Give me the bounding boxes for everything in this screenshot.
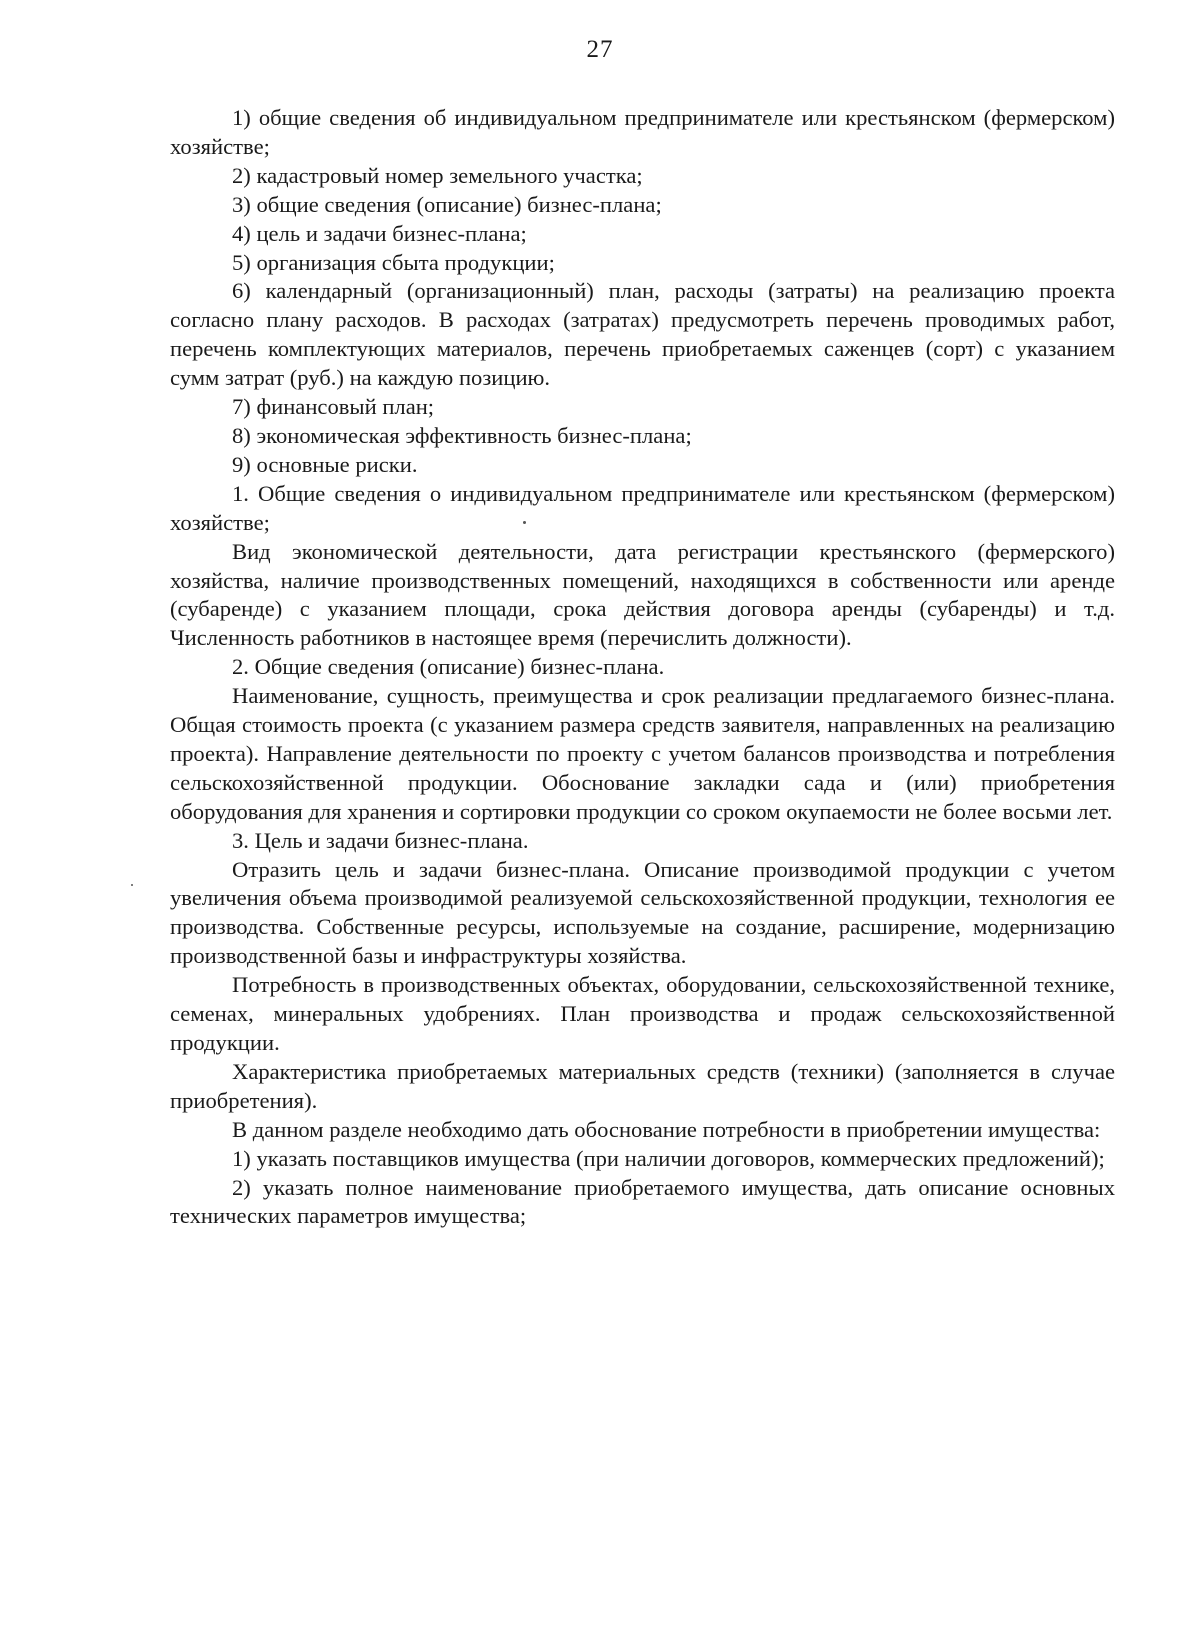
list-item-goals: 4) цель и задачи бизнес-плана; [232, 220, 527, 246]
paragraph-plan-essence: Наименование, сущность, преимущества и срок реализации предлагаемого бизнес-плана. Общая стоимость проекта (с указанием размера средств заявителя, направленных на реализацию проекта). Направление деятельности по проекту с учетом балансов производства и потребления сельскохозяйственной продукции. Обоснование закладки сада и (или) приобретения оборудования для хранения и сортировки продукции со сроком окупаемости не более восьми лет. [170, 683, 1115, 824]
list-item-plan-description: 3) общие сведения (описание) бизнес-плана; [232, 191, 662, 217]
list-item-financial-plan: 7) финансовый план; [232, 394, 435, 420]
list-item-calendar-plan: 6) календарный (организационный) план, расходы (затраты) на реализацию проекта согласно плану расходов. В расходах (затратах) предусмотреть перечень проводимых работ, перечень комплектующих материалов, перечень приобретаемых саженцев (сорт) с указанием сумм затрат (руб.) на каждую позицию. [170, 278, 1115, 391]
list-item-suppliers: 1) указать поставщиков имущества (при наличии договоров, коммерческих предложений); [232, 1145, 1105, 1171]
paragraph-materials: Характеристика приобретаемых материальных средств (техники) (заполняется в случае приобретения). [170, 1058, 1115, 1113]
paragraph-justification: В данном разделе необходимо дать обоснование потребности в приобретении имущества: [232, 1116, 1101, 1142]
scan-speck [131, 884, 133, 886]
paragraph-goals-description: Отразить цель и задачи бизнес-плана. Описание производимой продукции с учетом увеличения объема производимой реализуемой сельскохозяйственной продукции, технология ее производства. Собственные ресурсы, используемые на создание, расширение, модернизацию производственной базы и инфраструктуры хозяйства. [170, 856, 1115, 969]
page-number: 27 [586, 36, 614, 63]
list-item-efficiency: 8) экономическая эффективность бизнес-плана; [232, 422, 692, 448]
section-heading-goals: 3. Цель и задачи бизнес-плана. [232, 827, 529, 853]
section-heading-general-info: 1. Общие сведения о индивидуальном предпринимателе или крестьянском (фермерском) хозяйстве; [170, 480, 1115, 535]
list-item-property-name: 2) указать полное наименование приобретаемого имущества, дать описание основных технических параметров имущества; [170, 1174, 1115, 1229]
document-body [170, 104, 1115, 1231]
paragraph-activity-type: Вид экономической деятельности, дата регистрации крестьянского (фермерского) хозяйства, наличие производственных помещений, находящихся в собственности или аренде (субаренде) с указанием площади, срока действия договора аренды (субаренды) и т.д. Численность работников в настоящее время (перечислить должности). [170, 538, 1115, 651]
list-item-cadastral-number: 2) кадастровый номер земельного участка; [232, 162, 643, 188]
list-item-risks: 9) основные риски. [232, 451, 418, 477]
section-heading-plan-description: 2. Общие сведения (описание) бизнес-плана. [232, 654, 665, 680]
list-item-sales: 5) организация сбыта продукции; [232, 249, 555, 275]
list-item-general-info: 1) общие сведения об индивидуальном предпринимателе или крестьянском (фермерском) хозяйстве; [170, 105, 1115, 159]
scan-speck [523, 521, 526, 524]
paragraph-needs: Потребность в производственных объектах, оборудовании, сельскохозяйственной технике, семенах, минеральных удобрениях. План производства и продаж сельскохозяйственной продукции. [170, 972, 1115, 1055]
